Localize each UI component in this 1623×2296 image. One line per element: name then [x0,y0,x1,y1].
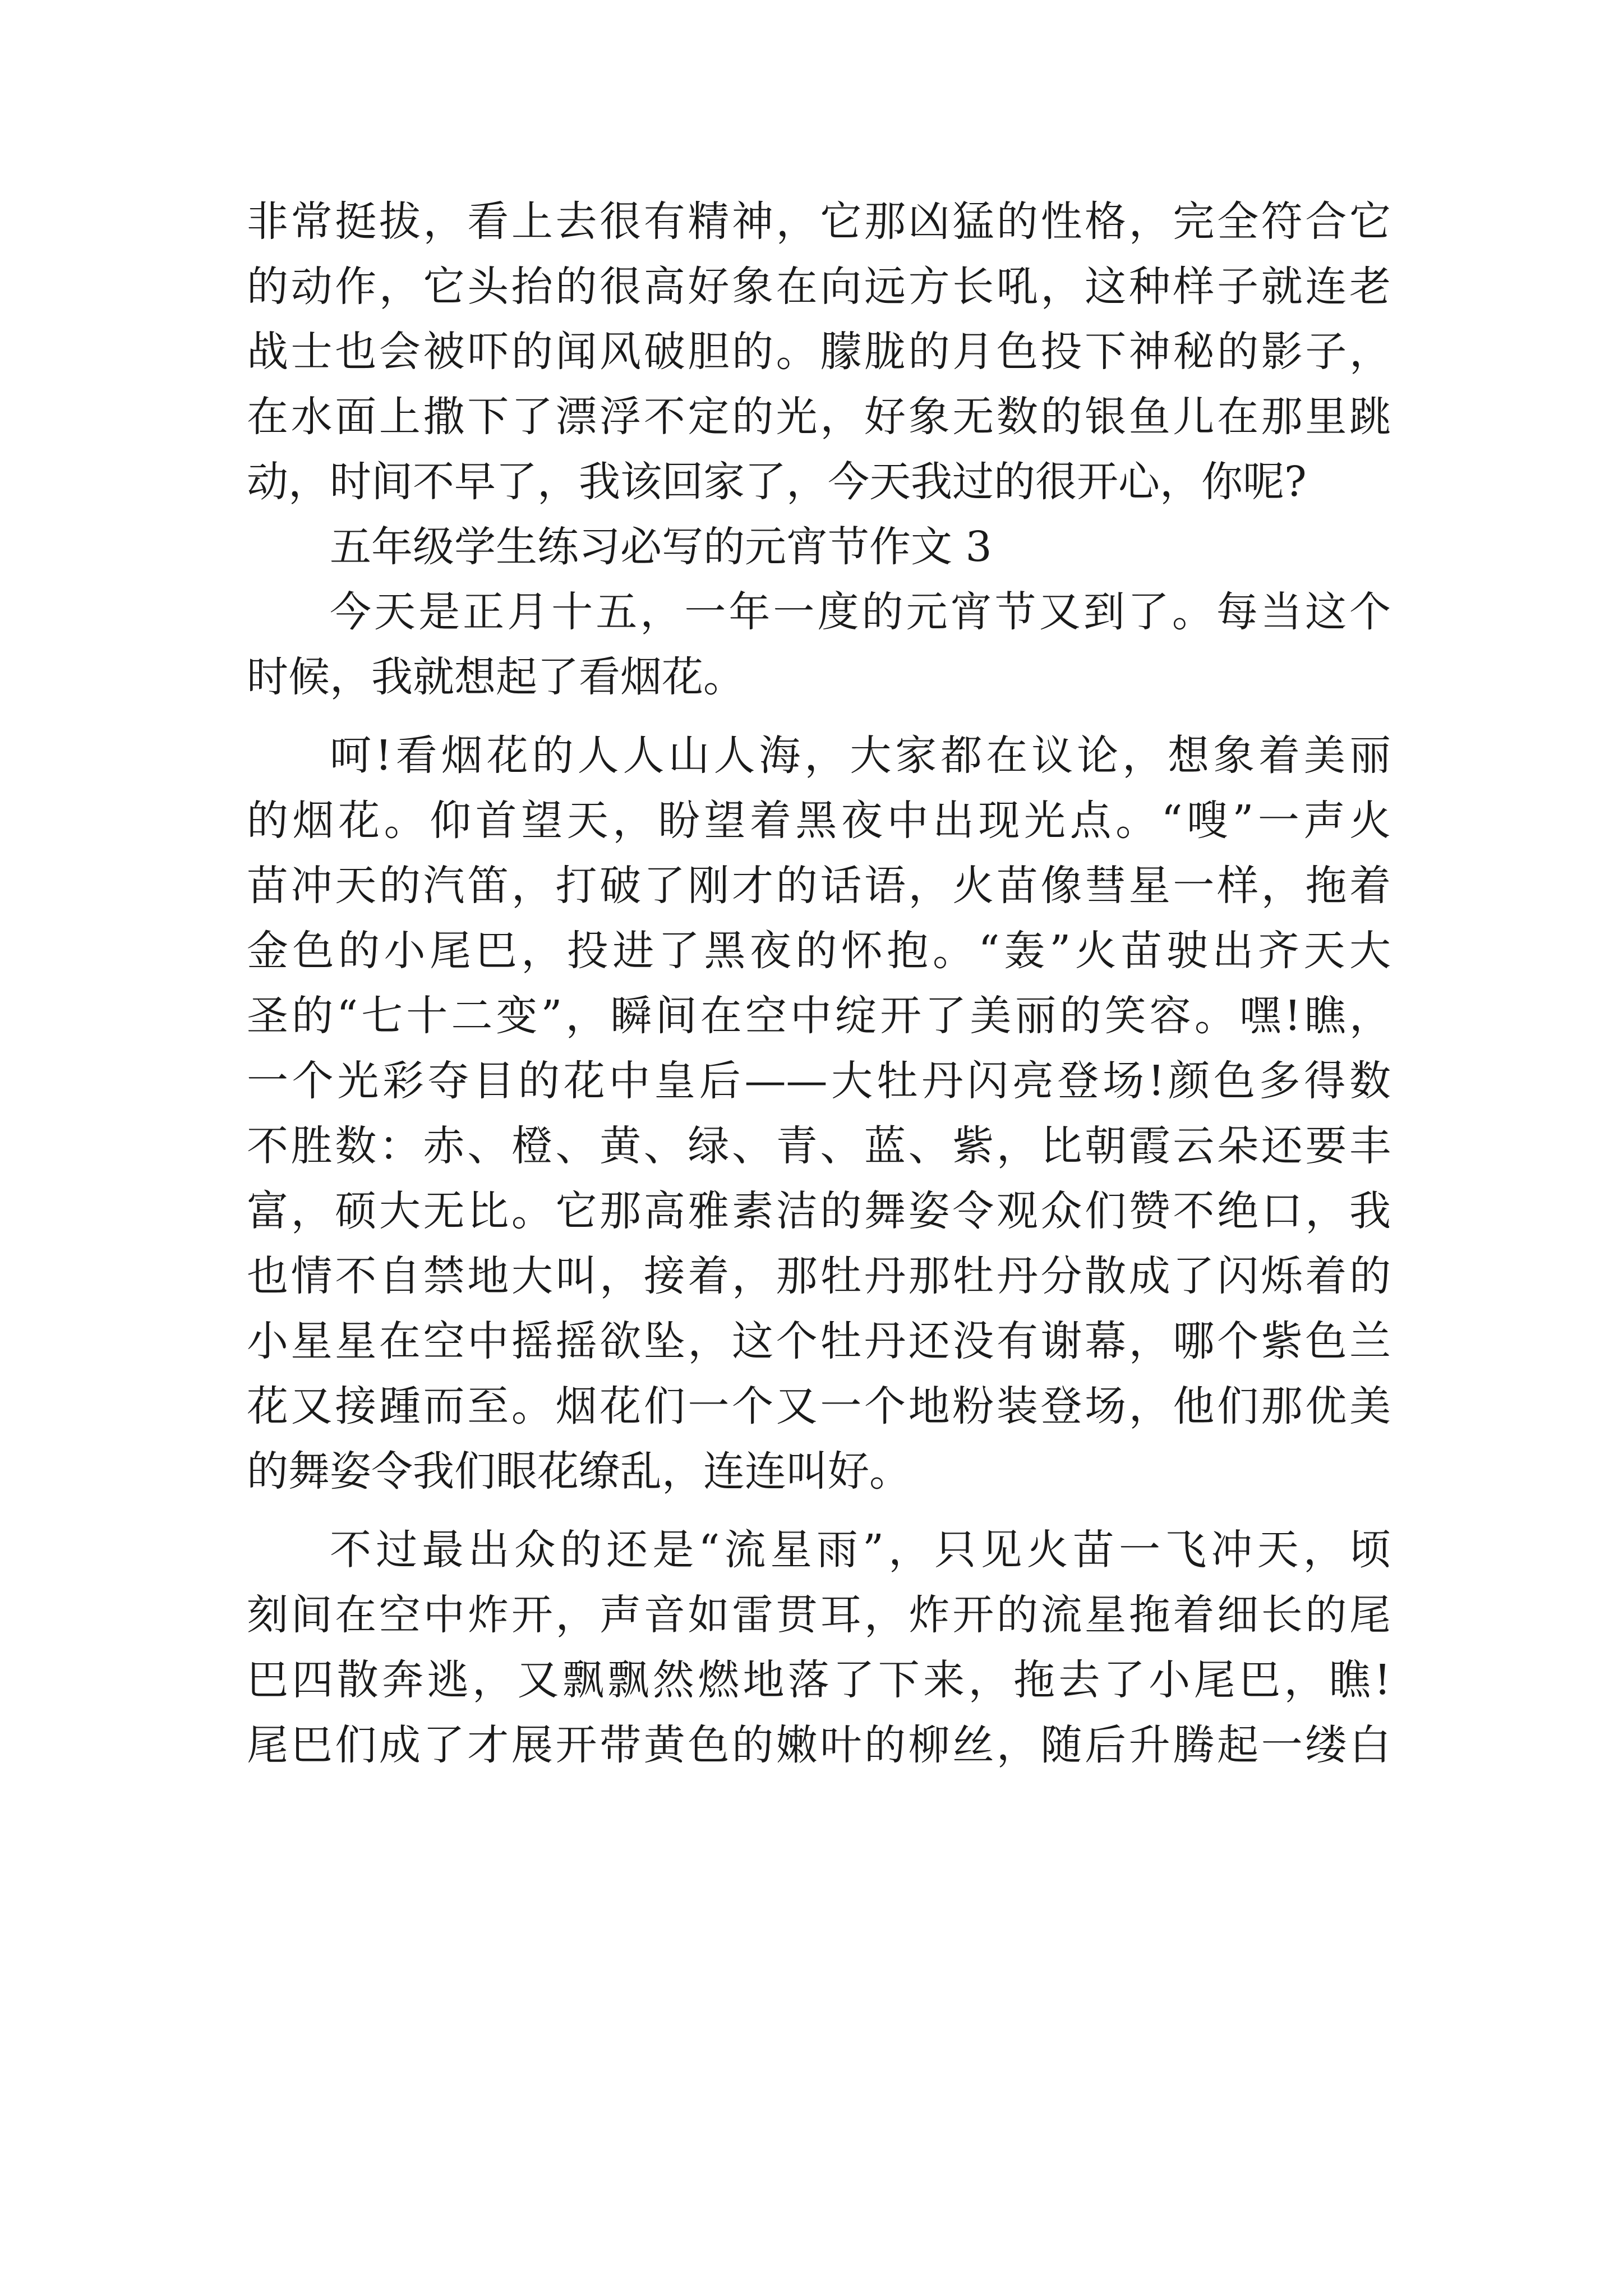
text-line: 金色的小尾巴，投进了黑夜的怀抱。“轰”火苗驶出齐天大 [247,927,1391,975]
section-heading: 五年级学生练习必写的元宵节作文 3 [330,523,992,571]
text-line: 不过最出众的还是“流星雨”，只见火苗一飞冲天，顷 [330,1526,1391,1574]
text-line: 非常挺拔，看上去很有精神，它那凶猛的性格，完全符合它 [247,197,1391,246]
text-line: 小星星在空中摇摇欲坠，这个牡丹还没有谢幕，哪个紫色兰 [247,1317,1391,1365]
text-line: 刻间在空中炸开，声音如雷贯耳，炸开的流星拖着细长的尾 [247,1591,1391,1639]
text-line: 花又接踵而至。烟花们一个又一个地粉装登场，他们那优美 [247,1382,1391,1430]
text-line: 的动作，它头抬的很高好象在向远方长吼，这种样子就连老 [247,263,1391,311]
text-line: 时候，我就想起了看烟花。 [247,653,745,701]
text-line: 巴四散奔逃，又飘飘然燃地落了下来，拖去了小尾巴，瞧! [247,1656,1391,1704]
text-line: 动，时间不早了，我该回家了，今天我过的很开心，你呢? [247,458,1307,506]
text-line: 尾巴们成了才展开带黄色的嫩叶的柳丝，随后升腾起一缕白 [247,1721,1391,1769]
text-line: 在水面上撒下了漂浮不定的光，好象无数的银鱼儿在那里跳 [247,393,1391,441]
text-line: 的舞姿令我们眼花缭乱，连连叫好。 [247,1447,911,1496]
essay-body [247,189,1391,1778]
text-line: 富，硕大无比。它那高雅素洁的舞姿令观众们赞不绝口，我 [247,1187,1391,1235]
text-line: 战士也会被吓的闻风破胆的。朦胧的月色投下神秘的影子， [247,328,1391,376]
text-line: 也情不自禁地大叫，接着，那牡丹那牡丹分散成了闪烁着的 [247,1252,1391,1300]
text-line: 一个光彩夺目的花中皇后——大牡丹闪亮登场!颜色多得数 [247,1057,1391,1105]
text-line: 呵!看烟花的人人山人海，大家都在议论，想象着美丽 [330,731,1391,780]
text-line: 圣的“七十二变”，瞬间在空中绽开了美丽的笑容。嘿!瞧， [247,992,1391,1040]
text-line: 苗冲天的汽笛，打破了刚才的话语，火苗像彗星一样，拖着 [247,862,1391,910]
text-line: 不胜数：赤、橙、黄、绿、青、蓝、紫，比朝霞云朵还要丰 [247,1122,1391,1170]
text-line: 的烟花。仰首望天，盼望着黑夜中出现光点。“嗖”一声火 [247,797,1391,845]
text-line: 今天是正月十五，一年一度的元宵节又到了。每当这个 [330,588,1391,636]
